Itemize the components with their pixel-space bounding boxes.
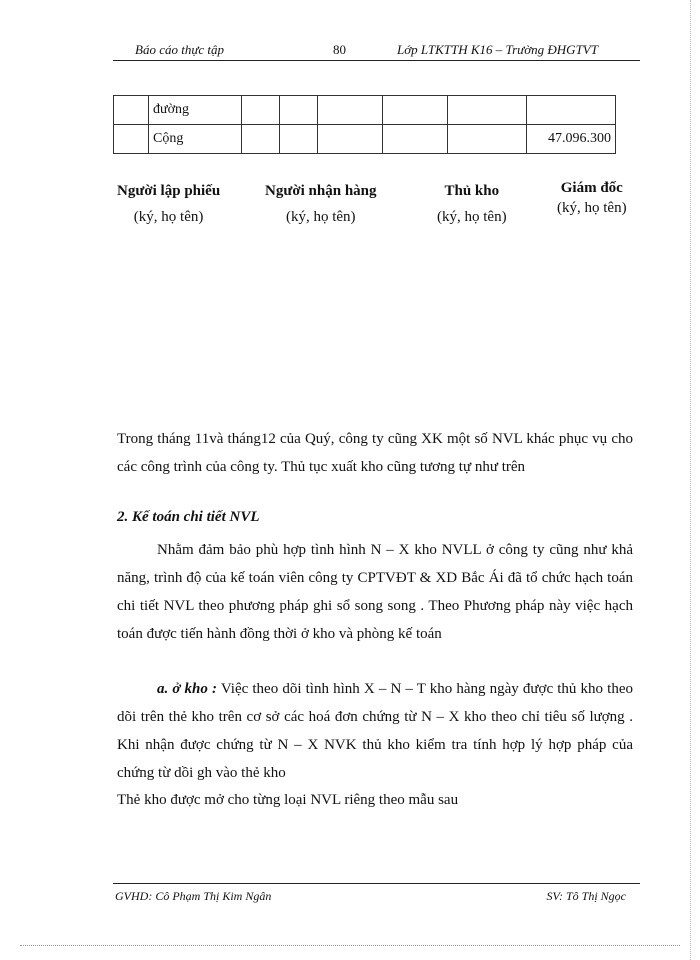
subsection-label: a. ở kho :	[157, 681, 217, 697]
table-cell	[242, 125, 280, 154]
paragraph-method: Nhằm đảm bảo phù hợp tình hình N – X kho NVLL ở công ty cũng như khả năng, trình độ của kế toán viên công ty CPTVĐT & XD Bắc Ái đã tổ chức hạch toán chi tiết NVL theo phương pháp ghi sổ song song . Theo Phương pháp này việc hạch toán được tiến hành đồng thời ở kho và phòng kế toán	[117, 542, 633, 642]
subsection-text: Việc theo dõi tình hình X – N – T kho hàng ngày được thủ kho theo dõi trên thẻ kho trên cơ sở các hoá đơn chứng từ N – X kho theo chỉ tiêu số lượng . Khi nhận được chứng từ N – X NVK thủ kho kiểm tra tính hợp lý hợp pháp của chứng từ dồi gh vào thẻ kho	[117, 681, 633, 781]
signature-preparer	[117, 178, 220, 230]
table-cell	[527, 96, 616, 125]
table-cell	[318, 96, 383, 125]
table-cell-label: đường	[149, 96, 242, 125]
header-class-school: Lớp LTKTTH K16 – Trường ĐHGTVT	[397, 42, 598, 57]
table-cell	[448, 125, 527, 154]
header-report-title: Báo cáo thực tập	[135, 42, 225, 57]
table-cell	[242, 96, 280, 125]
signature-note: (ký, họ tên)	[285, 209, 356, 225]
signature-director	[557, 178, 627, 218]
paragraph-card: Thẻ kho được mở cho từng loại NVL riêng theo mẫu sau	[117, 792, 459, 808]
table-cell-label: Cộng	[149, 125, 242, 154]
signature-storekeeper	[437, 178, 507, 230]
table-cell	[448, 96, 527, 125]
footer-instructor: GVHD: Cô Phạm Thị Kim Ngân	[115, 889, 272, 903]
table-cell	[280, 125, 318, 154]
signature-title: Người lập phiếu	[117, 183, 221, 199]
page-header	[113, 40, 640, 61]
signature-title: Giám đốc	[560, 180, 623, 196]
table-cell	[383, 96, 448, 125]
header-page-number: 80	[333, 42, 346, 57]
signature-title: Người nhận hàng	[265, 183, 377, 199]
table-cell	[114, 125, 149, 154]
table-cell	[280, 96, 318, 125]
page-bottom-border	[20, 945, 680, 946]
page-right-border	[690, 0, 691, 960]
ledger-table	[113, 95, 616, 154]
signature-receiver	[265, 178, 377, 230]
table-cell	[383, 125, 448, 154]
footer-student: SV: Tô Thị Ngọc	[546, 889, 626, 903]
signature-note: (ký, họ tên)	[437, 209, 507, 225]
signature-note: (ký, họ tên)	[133, 209, 204, 225]
signature-title: Thủ kho	[444, 183, 500, 199]
section-title: 2. Kế toán chi tiết NVL	[117, 509, 260, 525]
table-cell	[318, 125, 383, 154]
paragraph-intro: Trong tháng 11và tháng12 của Quý, công ty cũng XK một số NVL khác phục vụ cho các công trình của công ty. Thủ tục xuất kho cũng tương tự như trên	[117, 431, 633, 475]
signature-note: (ký, họ tên)	[557, 200, 627, 216]
table-cell-total: 47.096.300	[527, 125, 616, 154]
table-row	[114, 96, 616, 125]
table-cell	[114, 96, 149, 125]
page-footer	[113, 883, 640, 902]
table-row	[114, 125, 616, 154]
paragraph-warehouse	[117, 675, 633, 787]
